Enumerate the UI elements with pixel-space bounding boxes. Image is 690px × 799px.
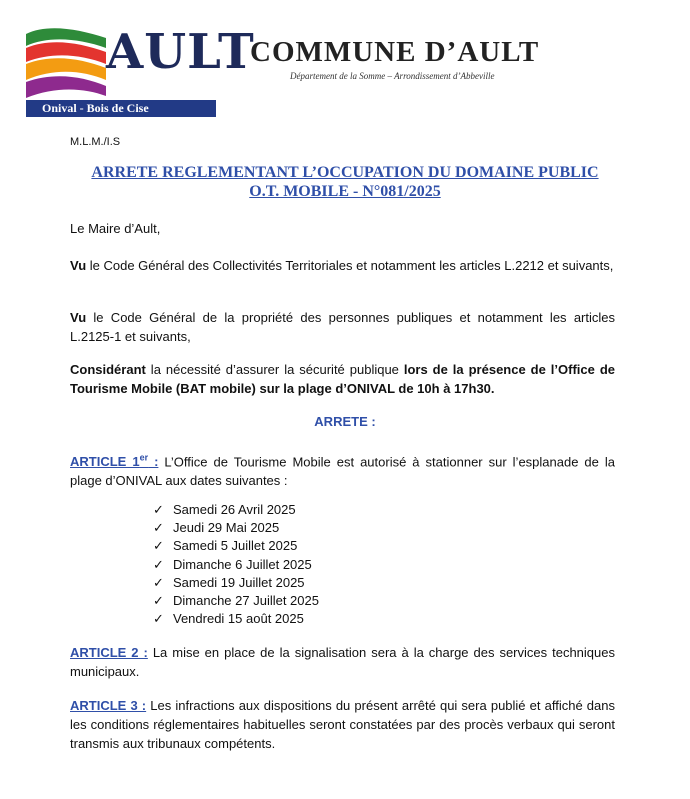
- vu-paragraph-2: [70, 308, 615, 346]
- vu-label: Vu: [70, 310, 87, 325]
- logo-waves-icon: [26, 24, 106, 102]
- logo-band-text: Onival - Bois de Cise: [26, 100, 216, 117]
- vu-label: Vu: [70, 258, 87, 273]
- considerant-text: la nécessité d’assurer la sécurité publique: [145, 362, 404, 377]
- article-3-label: ARTICLE 3 :: [70, 698, 147, 713]
- checkmark-icon: ✓: [153, 593, 164, 609]
- vu-paragraph-1: [70, 256, 615, 275]
- list-item: [153, 610, 319, 628]
- decree-title-line-1: ARRETE REGLEMENTANT L’OCCUPATION DU DOMAINE PUBLIC: [91, 164, 599, 181]
- department-subtitle: Département de la Somme – Arrondissement d’Abbeville: [290, 71, 495, 81]
- list-item: [153, 556, 319, 574]
- checkmark-icon: ✓: [153, 556, 164, 572]
- dates-list: [153, 501, 319, 628]
- list-item: [153, 537, 319, 555]
- list-item: [153, 519, 319, 537]
- checkmark-icon: ✓: [153, 520, 164, 536]
- date-text: Vendredi 15 août 2025: [173, 611, 304, 627]
- article-1-sup: er: [139, 453, 149, 463]
- article-1-sep: :: [148, 454, 159, 470]
- considerant-bold-text: lors de la présence de l’Office de Tourisme Mobile (BAT mobile) sur la plage d’ONIVAL de 10h à 17h30.: [70, 362, 615, 396]
- article-1-label-text: ARTICLE 1: [70, 454, 140, 470]
- article-1-text: L’Office de Tourisme Mobile est autorisé à stationner sur l’esplanade de la plage d’ONIVAL aux dates suivantes :: [70, 454, 616, 489]
- article-3-text: Les infractions aux dispositions du présent arrêté qui sera publié et affiché dans les conditions réglementaires habituelles seront constatées par des procès verbaux qui seront transmis aux tribunaux compétents.: [70, 698, 615, 751]
- commune-title: COMMUNE D’AULT: [250, 36, 540, 68]
- list-item: [153, 501, 319, 519]
- date-text: Samedi 5 Juillet 2025: [173, 538, 298, 554]
- arrete-heading: ARRETE :: [314, 414, 376, 429]
- article-2-text: La mise en place de la signalisation sera à la charge des services techniques municipaux.: [70, 645, 615, 679]
- date-text: Dimanche 27 Juillet 2025: [173, 593, 319, 609]
- reference-code: M.L.M./I.S: [70, 136, 121, 148]
- article-1-paragraph: [70, 449, 615, 490]
- decree-title-line-2: O.T. MOBILE - N°081/2025: [249, 183, 441, 200]
- list-item: [153, 592, 319, 610]
- vu-text: le Code Général des Collectivités Territoriales et notamment les articles L.2212 et suivants,: [86, 258, 614, 273]
- article-2-paragraph: [70, 643, 615, 681]
- vu-text: le Code Général de la propriété des personnes publiques et notamment les articles L.2125-1 et suivants,: [70, 310, 615, 344]
- checkmark-icon: ✓: [153, 502, 164, 517]
- considerant-paragraph: [70, 360, 615, 398]
- article-1-label: [70, 454, 158, 469]
- article-3-paragraph: [70, 696, 615, 753]
- date-text: Dimanche 6 Juillet 2025: [173, 556, 312, 572]
- checkmark-icon: ✓: [153, 538, 164, 554]
- logo-word: AULT: [106, 24, 255, 80]
- considerant-label: Considérant: [70, 362, 146, 377]
- checkmark-icon: ✓: [153, 574, 164, 590]
- date-text: Samedi 26 Avril 2025: [173, 502, 296, 517]
- intro-line: Le Maire d’Ault,: [70, 221, 161, 236]
- commune-logo: [26, 24, 255, 116]
- list-item: [153, 574, 319, 592]
- checkmark-icon: ✓: [153, 611, 164, 627]
- date-text: Jeudi 29 Mai 2025: [173, 520, 280, 536]
- article-2-label: ARTICLE 2 :: [70, 645, 148, 660]
- date-text: Samedi 19 Juillet 2025: [173, 574, 305, 590]
